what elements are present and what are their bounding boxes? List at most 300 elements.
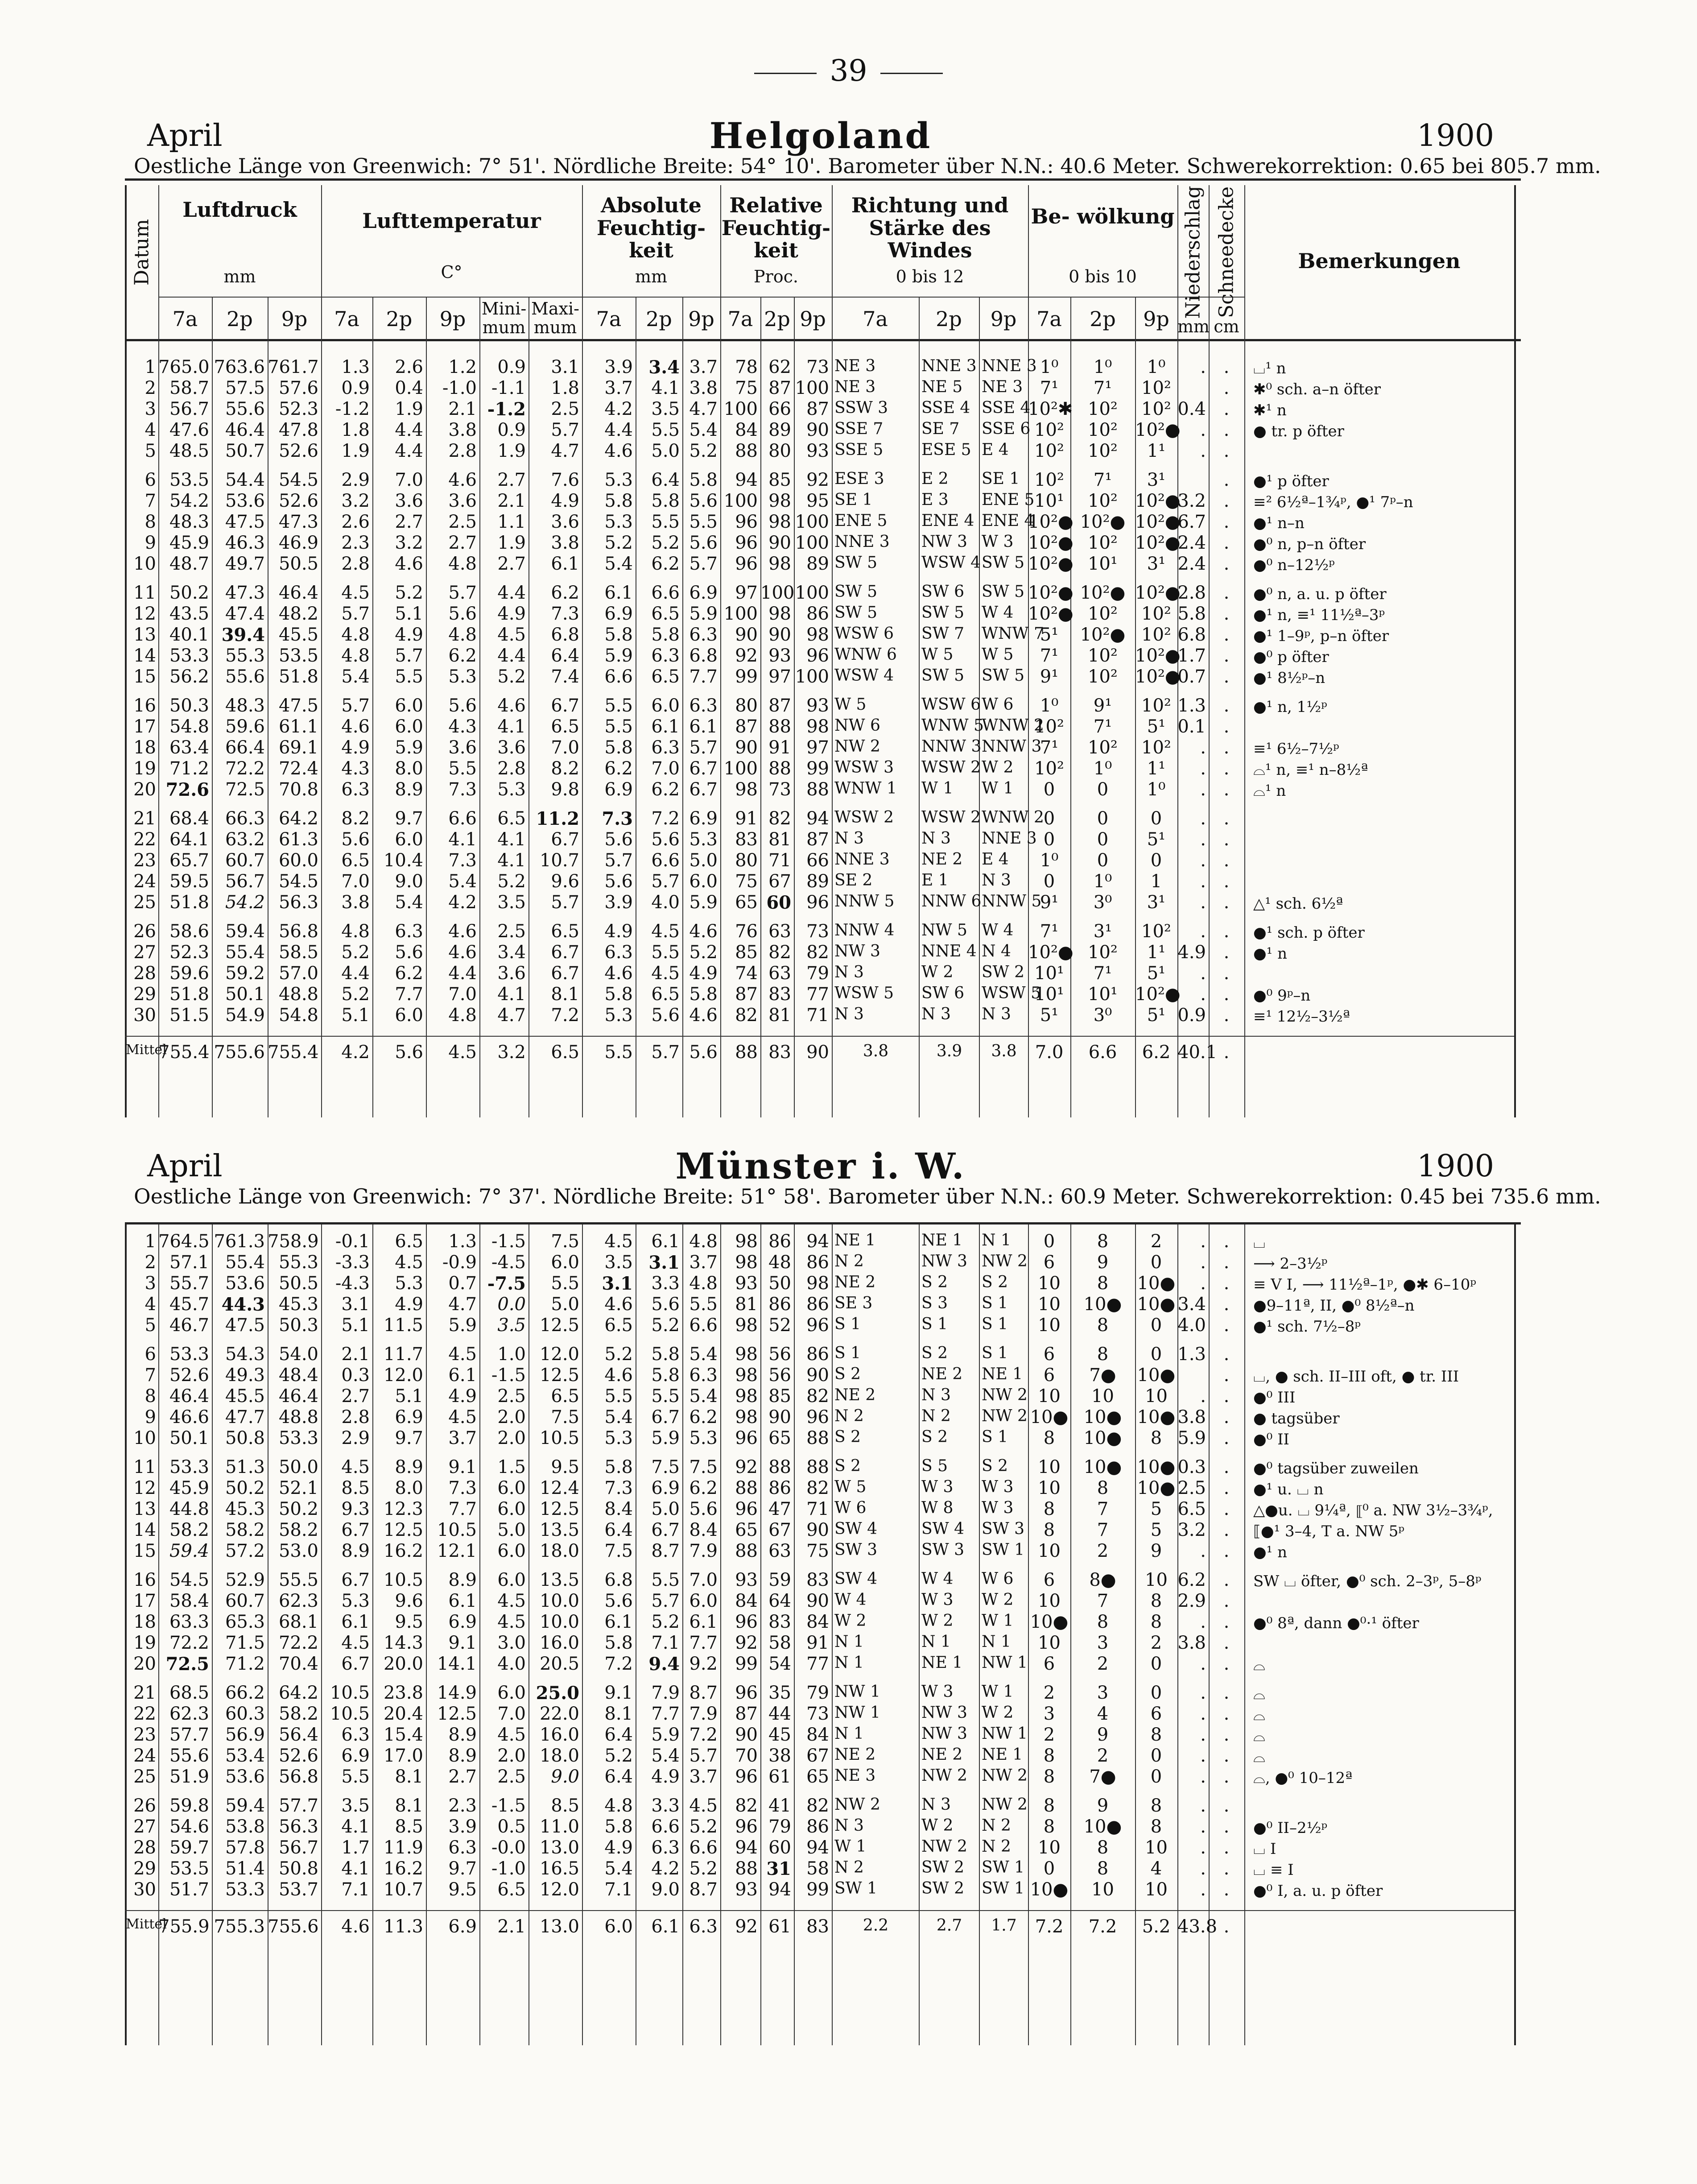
data-value: 43.5 — [169, 604, 209, 624]
data-value: 6.6 — [448, 808, 477, 829]
data-value: 4.9 — [604, 1837, 633, 1858]
data-value: 6.1 — [689, 1612, 718, 1632]
data-value: 4.7 — [448, 1294, 477, 1315]
data-value: 4.8 — [689, 1273, 718, 1294]
snow-value: . — [1223, 1344, 1230, 1365]
cloud-value: 7¹ — [1093, 716, 1112, 737]
data-value: 5.2 — [651, 1315, 680, 1336]
precip-value: . — [1200, 1541, 1206, 1561]
wind-unit: 0 bis 12 — [896, 267, 964, 286]
data-value: 5.5 — [651, 1386, 680, 1406]
data-value: 64.2 — [278, 1683, 318, 1703]
wind-value: SW 4 — [834, 1570, 878, 1588]
snow-value: . — [1223, 1654, 1230, 1674]
data-value: 5.4 — [341, 666, 370, 687]
cloud-value: 0 — [1097, 850, 1109, 871]
data-value: 9.1 — [448, 1633, 477, 1653]
data-value: 98 — [735, 1252, 758, 1273]
data-value: 86 — [806, 1816, 829, 1837]
dash-right — [880, 73, 943, 74]
data-value: 67 — [806, 1746, 829, 1766]
data-value: 54.4 — [225, 470, 265, 490]
wind-value: NW 1 — [982, 1654, 1028, 1672]
data-value: 755.9 — [158, 1916, 210, 1937]
wind-value: SW 5 — [921, 666, 965, 685]
data-value: 92 — [735, 1633, 758, 1653]
data-value: 96 — [735, 1499, 758, 1519]
data-value: -1.0 — [442, 378, 477, 398]
cloud-value: 10²● — [1028, 533, 1074, 553]
precip-value: 3.8 — [1177, 1633, 1206, 1653]
cloud-value: 10²● — [1135, 420, 1181, 440]
data-value: 48.8 — [278, 984, 318, 1005]
wind-value: N 1 — [982, 1231, 1011, 1249]
wind-value: N 2 — [921, 1407, 951, 1425]
data-value: 57.6 — [278, 378, 318, 398]
data-value: -3.3 — [335, 1252, 370, 1273]
wind-value: ENE 4 — [982, 512, 1035, 530]
data-value: 3.1 — [602, 1273, 633, 1294]
data-value: 3.9 — [604, 357, 633, 377]
data-value: 48.5 — [169, 441, 209, 461]
cloud-value: 0 — [1043, 1858, 1055, 1879]
data-value: 3.7 — [689, 1766, 718, 1787]
cloud-value: 10² — [1141, 378, 1171, 398]
wind-value: SW 3 — [834, 1541, 878, 1559]
wind-value: 3.8 — [863, 1042, 889, 1060]
cloud-value: 10²● — [1028, 604, 1074, 624]
data-value: 58.4 — [169, 1591, 209, 1611]
cloud-value: 3⁰ — [1093, 1005, 1112, 1026]
cloud-value: 1⁰ — [1147, 779, 1166, 800]
data-value: 761.7 — [268, 357, 319, 377]
data-value: 4.0 — [651, 892, 680, 913]
data-value: 7.0 — [395, 470, 423, 490]
wind-value: WSW 3 — [834, 758, 894, 777]
data-value: 52.6 — [278, 441, 318, 461]
data-value: 50.1 — [169, 1428, 209, 1448]
data-value: 2.5 — [497, 1766, 526, 1787]
data-value: 4.2 — [604, 399, 633, 419]
wind-value: NNE 3 — [834, 533, 890, 551]
snow-value: . — [1223, 1407, 1230, 1427]
data-value: 100 — [795, 512, 829, 532]
cloud-value: 10 — [1038, 1541, 1061, 1561]
data-value: 2.7 — [448, 533, 477, 553]
remark: SW ⌴ öfter, ●⁰ sch. 2–3ᵖ, 5–8ᵖ — [1253, 1572, 1482, 1590]
cloud-value: 8 — [1150, 1795, 1162, 1816]
section-year: 1900 — [1416, 1149, 1494, 1184]
wind-value: W 3 — [921, 1683, 954, 1701]
data-value: 82 — [768, 942, 791, 963]
data-value: 55.7 — [169, 1273, 209, 1294]
data-value: 96 — [806, 892, 829, 913]
data-value: 56.8 — [278, 921, 318, 942]
data-value: 51.4 — [225, 1858, 265, 1879]
data-value: 4.9 — [689, 963, 718, 984]
section2-top-rule — [125, 1222, 1521, 1224]
data-value: 45.5 — [278, 625, 318, 645]
precip-value: 1.3 — [1177, 695, 1206, 716]
data-value: 71 — [806, 1005, 829, 1026]
data-value: 5.5 — [604, 1386, 633, 1406]
data-value: 70.8 — [278, 779, 318, 800]
data-value: 2.8 — [448, 441, 477, 461]
cloud-value: 5¹ — [1040, 625, 1059, 645]
wind-value: N 3 — [982, 1005, 1011, 1023]
wind-value: NE 1 — [834, 1231, 876, 1249]
wind-value: NNE 3 — [982, 357, 1037, 375]
row-date: 22 — [133, 829, 156, 850]
data-value: 3.5 — [497, 892, 526, 913]
data-value: 6.9 — [604, 779, 633, 800]
data-value: 8.0 — [395, 758, 423, 779]
cloud-value: 5¹ — [1147, 1005, 1166, 1026]
data-value: 58.2 — [278, 1520, 318, 1540]
data-value: 6.1 — [448, 1591, 477, 1611]
snow-value: . — [1223, 1704, 1230, 1724]
cloud-value: 3¹ — [1147, 554, 1166, 574]
data-value: 5.4 — [689, 420, 718, 440]
data-value: 8.9 — [448, 1746, 477, 1766]
data-value: 20.4 — [383, 1704, 423, 1724]
data-value: 55.4 — [225, 942, 265, 963]
data-value: 99 — [735, 1654, 758, 1674]
cloud-value: 6 — [1150, 1704, 1162, 1724]
data-value: 72.5 — [225, 779, 265, 800]
cloud-value: 10²● — [1135, 533, 1181, 553]
wind-value: N 1 — [834, 1633, 864, 1651]
data-value: 98 — [768, 554, 791, 574]
data-value: 4.5 — [651, 963, 680, 984]
wind-value: SW 1 — [982, 1541, 1025, 1559]
data-value: 47 — [768, 1499, 791, 1519]
data-value: 4.5 — [448, 1042, 477, 1063]
data-value: 93 — [806, 441, 829, 461]
remark: ⌓¹ n, ≡¹ n–8½ª — [1253, 761, 1368, 779]
data-value: 4.6 — [341, 1916, 370, 1937]
row-date: 17 — [133, 716, 156, 737]
time-subheader: 9p — [990, 307, 1017, 331]
snow-value: . — [1223, 1916, 1230, 1937]
cloud-value: 10● — [1137, 1294, 1176, 1315]
data-value: 8.5 — [395, 1816, 423, 1837]
data-value: 91 — [768, 737, 791, 758]
wind-value: W 1 — [921, 779, 954, 798]
wind-value: NW 1 — [834, 1704, 880, 1722]
snow-value: . — [1223, 1570, 1230, 1590]
data-value: 44.8 — [169, 1499, 209, 1519]
data-value: 98 — [768, 491, 791, 511]
cloud-value: 10²● — [1135, 984, 1181, 1005]
data-value: 5.2 — [689, 441, 718, 461]
data-value: -0.9 — [442, 1252, 477, 1273]
data-value: 2.5 — [448, 512, 477, 532]
data-value: 59.5 — [169, 871, 209, 892]
data-value: 88 — [806, 779, 829, 800]
wind-value: W 2 — [982, 758, 1014, 777]
data-value: 4.1 — [497, 829, 526, 850]
data-value: 62 — [768, 357, 791, 377]
wind-value: W 3 — [982, 1478, 1014, 1496]
wind-value: NNW 4 — [834, 921, 895, 939]
data-value: 7.7 — [448, 1499, 477, 1519]
snow-value: . — [1223, 984, 1230, 1005]
data-value: 6.9 — [448, 1916, 477, 1937]
data-value: 6.3 — [689, 625, 718, 645]
data-value: 5.5 — [604, 695, 633, 716]
data-value: 96 — [735, 1816, 758, 1837]
data-value: 54.9 — [225, 1005, 265, 1026]
data-value: 3.5 — [341, 1795, 370, 1816]
section-heading-2 — [134, 1145, 1601, 1216]
data-value: 6.5 — [651, 604, 680, 624]
data-value: 14.1 — [437, 1654, 477, 1674]
data-value: 53.6 — [225, 491, 265, 511]
remark: ●¹ sch. p öfter — [1253, 924, 1365, 942]
lufttemperatur-header: Lufttemperatur — [362, 209, 541, 233]
data-value: 0.9 — [341, 378, 370, 398]
cloud-value: 6 — [1043, 1570, 1055, 1590]
row-date: 19 — [133, 758, 156, 779]
rel-unit: Proc. — [754, 267, 798, 286]
data-value: 66 — [806, 850, 829, 871]
snow-value: . — [1223, 737, 1230, 758]
data-value: 51.5 — [169, 1005, 209, 1026]
section-year: 1900 — [1416, 118, 1494, 153]
data-value: 59.7 — [169, 1837, 209, 1858]
wind-value: NE 2 — [921, 850, 963, 869]
data-value: 10.5 — [383, 1570, 423, 1590]
cloud-value: 4 — [1097, 1704, 1109, 1724]
cloud-value: 1⁰ — [1040, 850, 1059, 871]
wind-value: W 5 — [834, 695, 867, 714]
row-date: Mittel — [126, 1042, 167, 1058]
row-date: 24 — [133, 871, 156, 892]
data-value: 5.4 — [651, 1746, 680, 1766]
cloud-value: 10² — [1088, 399, 1118, 419]
wind-value: W 2 — [982, 1704, 1014, 1722]
cloud-value: 10● — [1137, 1365, 1176, 1386]
snow-value: . — [1223, 829, 1230, 850]
data-value: 89 — [768, 420, 791, 440]
data-value: 93 — [735, 1879, 758, 1900]
row-date: 18 — [133, 1612, 156, 1632]
data-value: 52.6 — [278, 1746, 318, 1766]
data-value: 45.9 — [169, 1478, 209, 1498]
data-value: 4.0 — [497, 1654, 526, 1674]
data-value: 7.5 — [551, 1407, 579, 1427]
data-value: 2.3 — [341, 533, 370, 553]
data-value: 72.2 — [225, 758, 265, 779]
data-value: 6.0 — [604, 1916, 633, 1937]
data-value: 6.2 — [448, 645, 477, 666]
cloud-value: 7.2 — [1088, 1916, 1117, 1937]
data-value: 4.6 — [448, 942, 477, 963]
cloud-value: 7¹ — [1040, 737, 1059, 758]
data-value: 54.2 — [225, 892, 265, 913]
data-value: 7.5 — [551, 1231, 579, 1252]
cloud-value: 2 — [1097, 1746, 1109, 1766]
data-value: 47.5 — [225, 512, 265, 532]
data-value: 5.2 — [604, 1344, 633, 1365]
wind-value: SW 5 — [834, 604, 878, 622]
cloud-value: 10²● — [1080, 625, 1126, 645]
cloud-value: 8 — [1043, 1795, 1055, 1816]
data-value: 8.5 — [551, 1795, 579, 1816]
cloud-value: 5¹ — [1147, 963, 1166, 984]
wind-value: SE 1 — [982, 470, 1020, 488]
cloud-value: 0 — [1043, 808, 1055, 829]
data-value: 57.0 — [278, 963, 318, 984]
data-value: 1.7 — [341, 1837, 370, 1858]
data-value: 6.9 — [689, 583, 718, 603]
data-value: 90 — [735, 737, 758, 758]
data-value: 7.7 — [689, 666, 718, 687]
wind-value: S 1 — [921, 1315, 948, 1333]
precip-value: 3.2 — [1177, 491, 1206, 511]
data-value: 5.7 — [689, 554, 718, 574]
data-value: 18.0 — [539, 1746, 579, 1766]
data-value: 46.9 — [278, 533, 318, 553]
data-value: 50.3 — [169, 695, 209, 716]
wind-value: W 2 — [921, 1612, 954, 1630]
cloud-value: 10²● — [1028, 512, 1074, 532]
data-value: 98 — [735, 779, 758, 800]
data-value: 5.7 — [448, 583, 477, 603]
wind-value: NNE 3 — [982, 829, 1037, 848]
data-value: 56.9 — [225, 1725, 265, 1745]
cloud-value: 10² — [1141, 695, 1171, 716]
data-value: 8.9 — [395, 779, 423, 800]
data-value: 5.4 — [604, 1858, 633, 1879]
data-value: 50.8 — [278, 1858, 318, 1879]
data-value: 17.0 — [383, 1746, 423, 1766]
data-value: 91 — [735, 808, 758, 829]
remark: ● tr. p öfter — [1253, 422, 1344, 440]
wind-value: NW 1 — [982, 1725, 1028, 1743]
snow-value: . — [1223, 892, 1230, 913]
data-value: 4.5 — [341, 1457, 370, 1477]
row-date: 9 — [145, 533, 156, 553]
data-value: 90 — [735, 1725, 758, 1745]
remark: ●¹ 1–9ᵖ, p–n öfter — [1253, 627, 1389, 645]
cloud-value: 9¹ — [1040, 892, 1059, 913]
precip-value: . — [1200, 420, 1206, 440]
data-value: 6.0 — [551, 1252, 579, 1273]
wind-value: WNW 1 — [834, 779, 897, 798]
row-date: 2 — [145, 1252, 156, 1273]
data-value: 4.6 — [497, 695, 526, 716]
precip-value: 0.9 — [1177, 1005, 1206, 1026]
data-value: 82 — [735, 1795, 758, 1816]
cloud-value: 7 — [1097, 1591, 1109, 1611]
data-value: 5.7 — [689, 1746, 718, 1766]
data-value: 68.4 — [169, 808, 209, 829]
data-value: 3.1 — [341, 1294, 370, 1315]
data-value: 6.7 — [551, 829, 579, 850]
cloud-value: 10² — [1088, 666, 1118, 687]
data-value: 82 — [806, 942, 829, 963]
precip-value: 5.9 — [1177, 1428, 1206, 1448]
data-value: 2.5 — [497, 1386, 526, 1406]
data-value: 5.9 — [448, 1315, 477, 1336]
data-value: 75 — [735, 871, 758, 892]
data-value: 51.3 — [225, 1457, 265, 1477]
cloud-value: 9¹ — [1040, 666, 1059, 687]
time-subheader: 2p — [646, 307, 672, 331]
snow-value: . — [1223, 1499, 1230, 1519]
data-value: 4.9 — [341, 737, 370, 758]
data-value: 48.2 — [278, 604, 318, 624]
wind-value: N 2 — [982, 1816, 1011, 1835]
data-value: 8.4 — [604, 1499, 633, 1519]
data-value: 5.6 — [604, 1591, 633, 1611]
time-subheader: 7a — [172, 307, 198, 331]
data-value: 12.3 — [383, 1499, 423, 1519]
cloud-value: 7¹ — [1040, 378, 1059, 398]
data-value: 7.0 — [497, 1704, 526, 1724]
data-value: 4.6 — [341, 716, 370, 737]
precip-value: . — [1200, 1654, 1206, 1674]
wind-value: SW 2 — [921, 1879, 965, 1898]
data-value: 97 — [735, 583, 758, 603]
data-value: 88 — [735, 1541, 758, 1561]
data-value: 3.7 — [689, 357, 718, 377]
wind-value: NE 1 — [982, 1365, 1023, 1383]
data-value: 4.4 — [448, 963, 477, 984]
wind-value: SW 1 — [834, 1879, 878, 1898]
data-value: 98 — [735, 1344, 758, 1365]
wind-value: WSW 2 — [834, 808, 894, 827]
data-value: 8.4 — [689, 1520, 718, 1540]
data-value: 100 — [723, 758, 758, 779]
precip-value: . — [1200, 737, 1206, 758]
data-value: 7.0 — [448, 984, 477, 1005]
data-value: 54.3 — [225, 1344, 265, 1365]
data-value: 6.4 — [604, 1520, 633, 1540]
row-date: 12 — [133, 604, 156, 624]
row-date: 23 — [133, 850, 156, 871]
data-value: 0.9 — [497, 357, 526, 377]
cloud-value: 10 — [1038, 1273, 1061, 1294]
cloud-value: 10² — [1141, 625, 1171, 645]
data-value: 4.6 — [448, 470, 477, 490]
data-value: 5.3 — [604, 470, 633, 490]
row-date: 5 — [145, 1315, 156, 1336]
cloud-value: 1¹ — [1147, 942, 1166, 963]
precip-value: . — [1200, 1766, 1206, 1787]
data-value: 73 — [768, 779, 791, 800]
row-date: 29 — [133, 984, 156, 1005]
data-value: 4.9 — [604, 921, 633, 942]
cloud-value: 10 — [1038, 1837, 1061, 1858]
data-value: 66.3 — [225, 808, 265, 829]
data-value: 6.5 — [551, 1386, 579, 1406]
cloud-value: 10² — [1088, 533, 1118, 553]
data-value: 2.0 — [497, 1407, 526, 1427]
precip-value: . — [1200, 357, 1206, 377]
data-value: 59.8 — [169, 1795, 209, 1816]
wind-value: N 2 — [834, 1252, 864, 1270]
cloud-value: 8 — [1043, 1816, 1055, 1837]
data-value: 48.8 — [278, 1407, 318, 1427]
data-value: 46.4 — [169, 1386, 209, 1406]
data-value: 5.8 — [604, 1816, 633, 1837]
data-value: 2.1 — [448, 399, 477, 419]
row-date: 21 — [133, 808, 156, 829]
data-value: 86 — [806, 1344, 829, 1365]
